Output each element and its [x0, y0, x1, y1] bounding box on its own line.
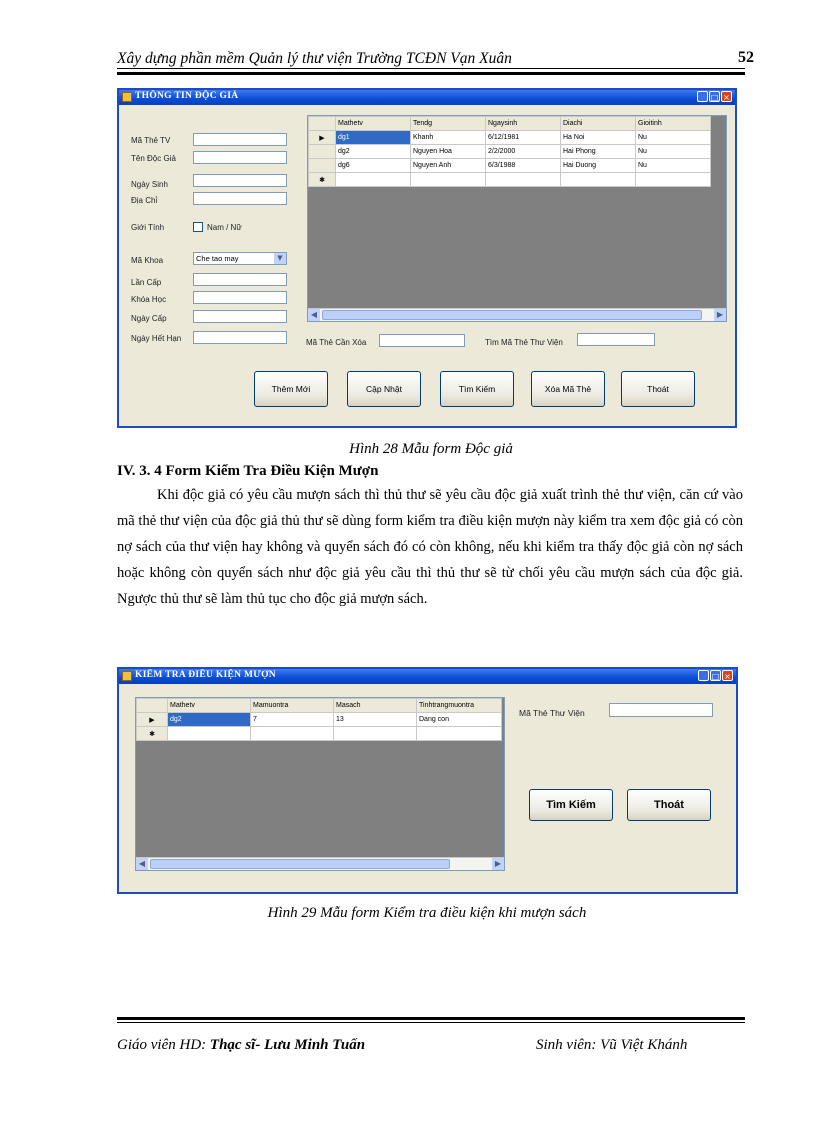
scroll-thumb[interactable]	[322, 310, 702, 320]
app-icon	[122, 671, 132, 681]
new-row-icon: ✱	[137, 727, 168, 741]
gioi-tinh-checkbox[interactable]	[193, 222, 203, 232]
running-header-title: Xây dựng phần mềm Quản lý thư viện Trường TCĐN Vạn Xuân	[117, 50, 512, 67]
label-dia-chi: Địa Chỉ	[131, 196, 158, 205]
table-row[interactable]	[309, 159, 711, 173]
row-header	[309, 159, 336, 173]
xoa-ma-the-button[interactable]: Xóa Mã Thẻ	[531, 371, 605, 407]
ma-the-thu-vien-input[interactable]	[609, 703, 713, 717]
ma-the-tv-input[interactable]	[193, 133, 287, 146]
minimize-icon[interactable]: _	[697, 91, 708, 102]
tim-ma-the-input[interactable]	[577, 333, 655, 346]
table-cell[interactable]: 2/2/2000	[486, 145, 561, 159]
ma-the-can-xoa-input[interactable]	[379, 334, 465, 347]
corner-cell	[137, 699, 168, 713]
table-cell[interactable]: dg2	[168, 713, 251, 727]
ngay-cap-input[interactable]	[193, 310, 287, 323]
label-ma-khoa: Mã Khoa	[131, 256, 164, 265]
table-cell[interactable]: Ha Noi	[561, 131, 636, 145]
table-cell[interactable]: dg6	[336, 159, 411, 173]
table-row[interactable]	[309, 145, 711, 159]
table-cell[interactable]: Nguyen Anh	[411, 159, 486, 173]
column-header[interactable]: Tinhtrangmuontra	[417, 699, 502, 713]
table-row[interactable]	[137, 713, 502, 727]
table-cell[interactable]: Nu	[636, 145, 711, 159]
new-row[interactable]	[309, 173, 711, 187]
ngay-sinh-input[interactable]	[193, 174, 287, 187]
reader-info-window	[117, 88, 737, 428]
label-ngay-cap: Ngày Cấp	[131, 314, 167, 323]
header-rule	[117, 68, 745, 69]
footer-rule-thick	[117, 1017, 745, 1020]
table-cell[interactable]: Hai Phong	[561, 145, 636, 159]
borrow-grid[interactable]	[135, 697, 505, 871]
section-heading: IV. 3. 4 Form Kiểm Tra Điều Kiện Mượn	[117, 463, 379, 479]
reader-grid[interactable]	[307, 115, 727, 322]
footer-student: Sinh viên: Vũ Việt Khánh	[536, 1037, 688, 1053]
ten-doc-gia-input[interactable]	[193, 151, 287, 164]
minimize-icon[interactable]: _	[698, 670, 709, 681]
khoa-hoc-input[interactable]	[193, 291, 287, 304]
gioi-tinh-option: Nam / Nữ	[207, 223, 242, 232]
table-cell[interactable]: dg2	[336, 145, 411, 159]
borrow-check-window	[117, 667, 738, 894]
figure-caption-28: Hình 28 Mẫu form Độc giả	[349, 441, 513, 457]
label-ngay-sinh: Ngày Sinh	[131, 180, 168, 189]
window-titlebar	[119, 90, 735, 105]
table-cell[interactable]: Khanh	[411, 131, 486, 145]
tim-kiem-button[interactable]: Tìm Kiếm	[529, 789, 613, 821]
footer-teacher	[117, 1037, 365, 1054]
window-titlebar	[119, 669, 736, 684]
column-header[interactable]: Diachi	[561, 117, 636, 131]
scroll-right-icon[interactable]: ▶	[492, 858, 504, 870]
borrow-table	[136, 698, 502, 741]
maximize-icon[interactable]: □	[710, 93, 719, 102]
tim-kiem-button[interactable]: Tìm Kiếm	[440, 371, 514, 407]
table-header-row	[309, 117, 711, 131]
table-cell[interactable]: 6/3/1988	[486, 159, 561, 173]
horizontal-scrollbar[interactable]	[308, 308, 726, 321]
label-tim-ma-the: Tìm Mã Thẻ Thư Viện	[485, 338, 563, 347]
table-cell[interactable]: 13	[334, 713, 417, 727]
scroll-right-icon[interactable]: ▶	[714, 309, 726, 321]
teacher-name: Thạc sĩ- Lưu Minh Tuấn	[209, 1037, 366, 1053]
close-icon[interactable]: ×	[721, 91, 732, 102]
ngay-het-han-input[interactable]	[193, 331, 287, 344]
table-cell[interactable]: dg1	[336, 131, 411, 145]
column-header[interactable]: Gioitinh	[636, 117, 711, 131]
chevron-down-icon[interactable]: ▼	[274, 253, 286, 264]
new-row-icon: ✱	[309, 173, 336, 187]
reader-table	[308, 116, 711, 187]
label-ma-the-can-xoa: Mã Thẻ Cần Xóa	[306, 338, 367, 347]
column-header[interactable]: Masach	[334, 699, 417, 713]
label-ten-doc-gia: Tên Độc Giả	[131, 154, 176, 163]
thoat-button[interactable]: Thoát	[621, 371, 695, 407]
row-header	[309, 145, 336, 159]
window-title: THÔNG TIN ĐỘC GIẢ	[135, 91, 239, 101]
table-cell[interactable]: Nu	[636, 159, 711, 173]
table-header-row	[137, 699, 502, 713]
label-ma-the-thu-vien: Mã Thẻ Thư Viện	[519, 708, 585, 718]
thoat-button[interactable]: Thoát	[627, 789, 711, 821]
table-cell[interactable]: 6/12/1981	[486, 131, 561, 145]
current-row-icon: ▶	[309, 131, 336, 145]
scroll-left-icon[interactable]: ◀	[308, 309, 320, 321]
figure-caption-29: Hình 29 Mẫu form Kiểm tra điều kiện khi mượn sách	[267, 905, 587, 921]
table-row[interactable]	[309, 131, 711, 145]
window-title: KIỂM TRA ĐIỀU KIỆN MƯỢN	[135, 670, 276, 680]
body-paragraph: Khi độc giả có yêu cầu mượn sách thì thủ thư sẽ yêu cầu độc giả xuất trình thẻ thư viện, căn cứ vào mã thẻ thư viện của độc giả thủ thư sẽ dùng form kiểm tra điều kiện mượn này kiểm tra xem độc giả có còn nợ sách của thư viện hay không và quyển sách đó có còn không, nếu khi kiểm tra thấy độc giả còn nợ sách hoặc không còn quyển sách như độc giả yêu cầu thì thủ thư sẽ từ chối yêu cầu mượn sách của độc giả. Ngược thủ thư sẽ làm thủ tục cho độc giả mượn sách.	[117, 487, 743, 607]
scroll-left-icon[interactable]: ◀	[136, 858, 148, 870]
maximize-icon[interactable]: □	[711, 672, 720, 681]
current-row-icon: ▶	[137, 713, 168, 727]
column-header[interactable]: Mathetv	[336, 117, 411, 131]
table-cell[interactable]: Dang con	[417, 713, 502, 727]
lan-cap-input[interactable]	[193, 273, 287, 286]
app-icon	[122, 92, 132, 102]
page-number: 52	[738, 49, 754, 66]
footer-rule	[117, 1022, 745, 1023]
column-header[interactable]: Tendg	[411, 117, 486, 131]
label-gioi-tinh: Giới Tính	[131, 223, 165, 232]
label-ma-the-tv: Mã Thẻ TV	[131, 136, 171, 145]
column-header[interactable]: Mamuontra	[251, 699, 334, 713]
new-row[interactable]	[137, 727, 502, 741]
horizontal-scrollbar[interactable]	[136, 857, 504, 870]
corner-cell	[309, 117, 336, 131]
label-lan-cap: Lần Cấp	[131, 278, 162, 287]
column-header[interactable]: Mathetv	[168, 699, 251, 713]
table-cell[interactable]: Nu	[636, 131, 711, 145]
label-ngay-het-han: Ngày Hết Hạn	[131, 334, 182, 343]
table-cell[interactable]: 7	[251, 713, 334, 727]
cap-nhat-button[interactable]: Cập Nhật	[347, 371, 421, 407]
table-cell[interactable]: Nguyen Hoa	[411, 145, 486, 159]
them-moi-button[interactable]: Thêm Mới	[254, 371, 328, 407]
ma-khoa-value: Che tao may	[196, 254, 239, 263]
teacher-label: Giáo viên HD:	[117, 1037, 210, 1053]
close-icon[interactable]: ×	[722, 670, 733, 681]
scroll-thumb[interactable]	[150, 859, 450, 869]
header-rule-thick	[117, 72, 745, 75]
label-khoa-hoc: Khóa Học	[131, 295, 167, 304]
ma-khoa-select[interactable]	[193, 252, 287, 265]
table-cell[interactable]: Hai Duong	[561, 159, 636, 173]
column-header[interactable]: Ngaysinh	[486, 117, 561, 131]
dia-chi-input[interactable]	[193, 192, 287, 205]
